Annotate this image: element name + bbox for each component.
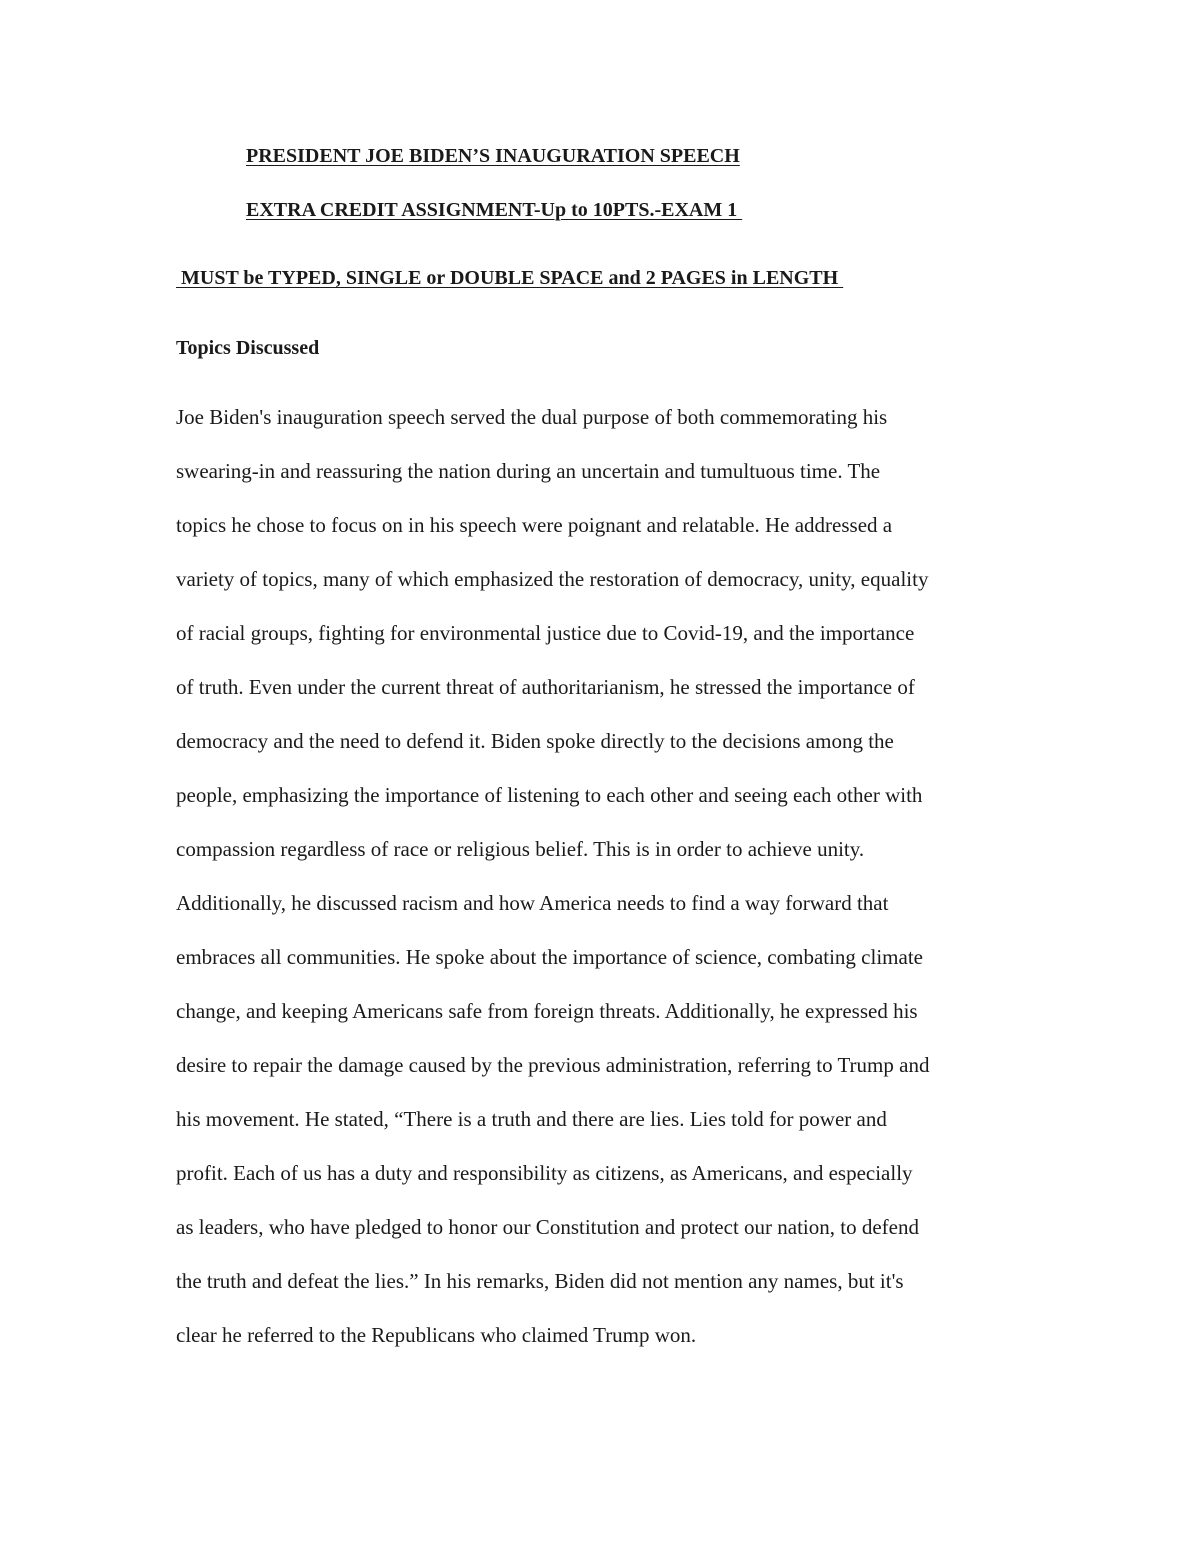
body-line: profit. Each of us has a duty and responsibility as citizens, as Americans, and especially	[176, 1161, 913, 1185]
body-line: of racial groups, fighting for environmental justice due to Covid-19, and the importance	[176, 621, 915, 645]
body-line: change, and keeping Americans safe from foreign threats. Additionally, he expressed his	[176, 999, 918, 1023]
body-line: democracy and the need to defend it. Biden spoke directly to the decisions among the	[176, 729, 894, 753]
body-line: desire to repair the damage caused by the previous administration, referring to Trump and	[176, 1053, 930, 1077]
body-line: of truth. Even under the current threat of authoritarianism, he stressed the importance of	[176, 675, 915, 699]
requirements-line: MUST be TYPED, SINGLE or DOUBLE SPACE and 2 PAGES in LENGTH	[176, 267, 844, 289]
section-heading: Topics Discussed	[176, 337, 320, 359]
body-line: Additionally, he discussed racism and how America needs to find a way forward that	[176, 891, 889, 915]
document-title: PRESIDENT JOE BIDEN’S INAUGURATION SPEECH	[246, 145, 740, 167]
body-line: topics he chose to focus on in his speech were poignant and relatable. He addressed a	[176, 513, 893, 537]
body-line: clear he referred to the Republicans who claimed Trump won.	[176, 1323, 697, 1347]
body-line: his movement. He stated, “There is a truth and there are lies. Lies told for power and	[176, 1107, 887, 1131]
body-line: the truth and defeat the lies.” In his remarks, Biden did not mention any names, but it's	[176, 1269, 904, 1293]
body-line: variety of topics, many of which emphasized the restoration of democracy, unity, equality	[176, 567, 929, 591]
assignment-subtitle: EXTRA CREDIT ASSIGNMENT-Up to 10PTS.-EXAM 1	[246, 199, 743, 221]
body-line: compassion regardless of race or religious belief. This is in order to achieve unity.	[176, 837, 865, 861]
body-line: Joe Biden's inauguration speech served the dual purpose of both commemorating his	[176, 405, 888, 429]
body-line: embraces all communities. He spoke about the importance of science, combating climate	[176, 945, 923, 969]
body-line: swearing-in and reassuring the nation during an uncertain and tumultuous time. The	[176, 459, 881, 483]
body-line: as leaders, who have pledged to honor our Constitution and protect our nation, to defend	[176, 1215, 919, 1239]
body-line: people, emphasizing the importance of listening to each other and seeing each other with	[176, 783, 923, 807]
